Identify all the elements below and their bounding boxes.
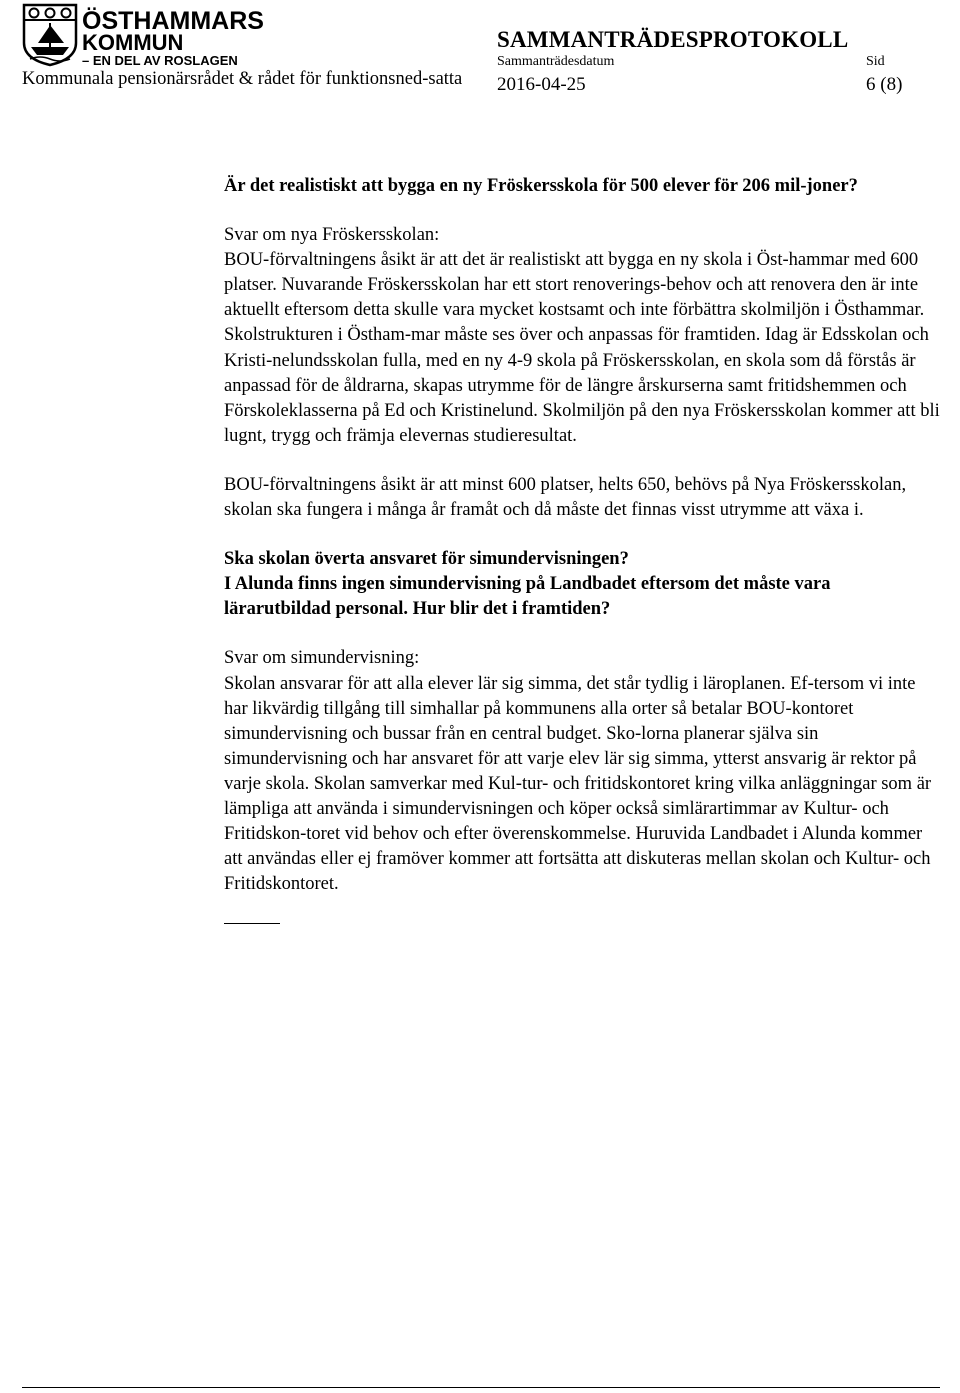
- section-end-rule: [224, 923, 280, 924]
- question-swimming-line2: I Alunda finns ingen simundervisning på Landbadet eftersom det måste vara lärarutbildad personal. Hur blir det i framtiden?: [224, 574, 831, 620]
- svg-text:ÖSTHAMMARS: ÖSTHAMMARS: [82, 7, 264, 35]
- svg-text:KOMMUN: KOMMUN: [82, 30, 184, 55]
- answer-new-school-label: Svar om nya Fröskersskolan:: [224, 225, 440, 246]
- answer-swimming-text: Skolan ansvarar för att alla elever lär sig simma, det står tydlig i läroplanen. Ef-tersom vi inte har likvärdig tillgång till simhallar på kommunens alla orter så betalar BOU-kontoret simundervisning och bussar från en central budget. Sko-lorna planerar själva sin simundervisning och har ansvaret för att varje elev lär sig simma, ytterst ansvarig är rektor på varje skola. Skolan samverkar med Kul-tur- och fritidskontoret kring vilka anläggningar som är lämpliga att använda i simundervisningen och köper också simlärartimmar av Kultur- och Fritidskon-toret vid behov och efter överenskommelse. Huruvida Landbadet i Alunda kommer att användas eller ej framöver kommer att fortsätta att diskuteras mellan skolan och Kultur- och Fritidskontoret.: [224, 673, 932, 895]
- footer-divider: [22, 1387, 940, 1388]
- page-number: 6 (8): [866, 74, 903, 95]
- coat-of-arms-icon: [22, 3, 264, 68]
- answer-new-school: [224, 223, 940, 449]
- question-new-school: Är det realistiskt att bygga en ny Fröskersskola för 500 elever för 206 mil-joner?: [224, 176, 858, 196]
- document-type-title: SAMMANTRÄDESPROTOKOLL: [497, 27, 849, 52]
- protocol-body: [224, 174, 940, 924]
- organization-name: Kommunala pensionärsrådet & rådet för funktionsned-satta: [22, 69, 463, 89]
- answer-new-school-capacity: BOU-förvaltningens åsikt är att minst 600 platser, helts 650, behövs på Nya Fröskersskolan, skolan ska fungera i många år framåt och då måste det finnas visst utrymme att växa i.: [224, 474, 907, 521]
- question-swimming: [224, 547, 940, 622]
- meeting-date-label: Sammanträdesdatum: [497, 54, 615, 69]
- answer-swimming: [224, 646, 940, 897]
- svg-text:– EN DEL AV ROSLAGEN: – EN DEL AV ROSLAGEN: [82, 53, 238, 68]
- page-label: Sid: [866, 54, 885, 69]
- meeting-date-value: 2016-04-25: [497, 74, 586, 95]
- municipality-logo: [22, 3, 264, 68]
- answer-new-school-text: BOU-förvaltningens åsikt är att det är realistiskt att bygga en ny skola i Öst-hammar med 600 platser. Nuvarande Fröskersskolan har ett stort renoverings-behov och att renovera den är inte aktuellt eftersom detta skulle vara mycket kostsamt och inte förbättra skolmiljön i Östhammar. Skolstrukturen i Östham-mar måste ses över och anpassas för framtiden. Idag är Edsskolan och Kristi-nelundsskolan fulla, med en ny 4-9 skola på Fröskersskolan, en skola som då förstås är anpassad för de åldrarna, skapas utrymme för de längre årskurserna samt fritidshemmen och Förskoleklasserna på Ed och Kristinelund. Skolmiljön på den nya Fröskersskolan kommer att bli lugnt, trygg och främja elevernas studieresultat.: [224, 250, 940, 446]
- question-swimming-line1: Ska skolan överta ansvaret för simundervisningen?: [224, 549, 629, 570]
- answer-swimming-label: Svar om simundervisning:: [224, 648, 420, 669]
